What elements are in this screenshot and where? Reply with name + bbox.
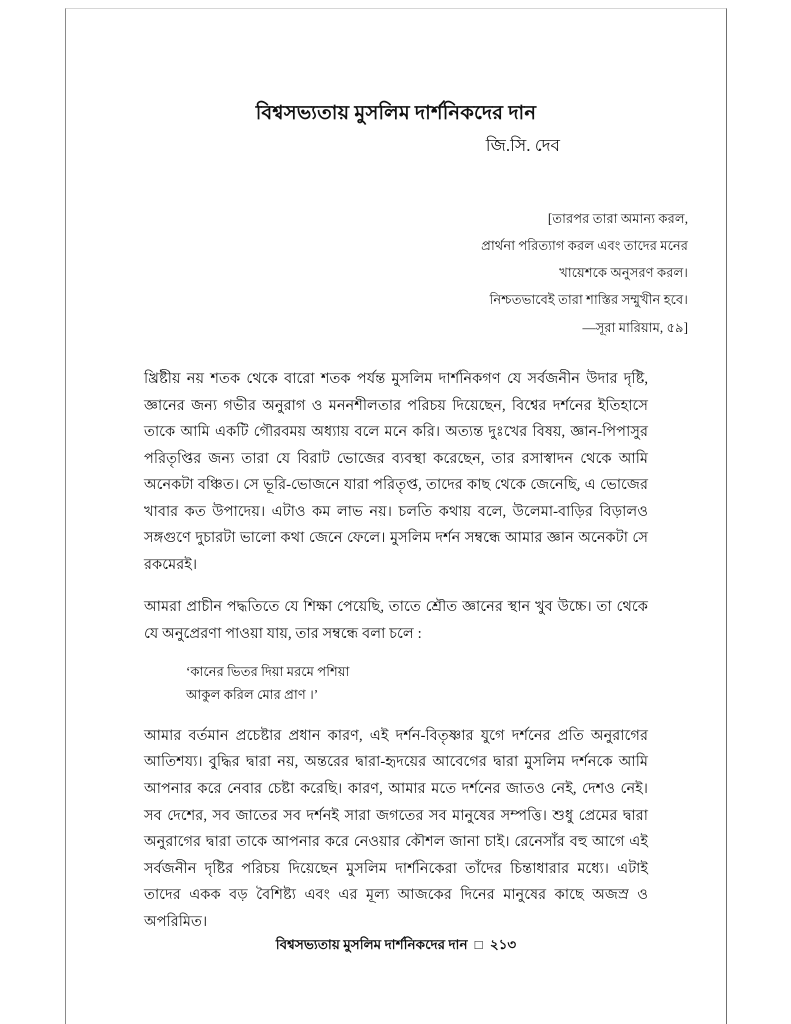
epigraph-line-3: খায়েশকে অনুসরণ করল। [559, 265, 688, 281]
epigraph-line-1: [তারপর তারা অমান্য করল, [547, 211, 688, 227]
epigraph-line-4: নিশ্চতভাবেই তারা শাস্তির সম্মুখীন হবে। [489, 292, 688, 308]
running-footer [144, 935, 648, 957]
epigraph-quote [184, 205, 688, 341]
verse-line-1: ‘কানের ভিতর দিয়া মরমে পশিয়া [186, 664, 350, 680]
epigraph-line-2: প্রার্থনা পরিত্যাগ করল এবং তাদের মনের [481, 238, 688, 254]
paragraph-2: আমরা প্রাচীন পদ্ধতিতে যে শিক্ষা পেয়েছি, তাতে শ্রৌত জ্ঞানের স্থান খুব উচ্চে। তা থেকে যে অনুপ্রেরণা পাওয়া যায়, তার সম্বন্ধে বলা চলে : [144, 599, 648, 642]
footer-separator-icon: □ [474, 937, 483, 952]
page-number: ২১৩ [489, 937, 517, 952]
footer-title: বিশ্বসভ্যতায় মুসলিম দার্শনিকদের দান [275, 937, 468, 952]
paragraph-1: খ্রিষ্টীয় নয় শতক থেকে বারো শতক পর্যন্ত মুসলিম দার্শনিকগণ যে সর্বজনীন উদার দৃষ্টি, জ্ঞানের জন্য গভীর অনুরাগ ও মননশীলতার পরিচয় দিয়েছেন, বিশ্বের দর্শনের ইতিহাসে তাকে আমি একটি গৌরবময় অধ্যায় বলে মনে করি। অত্যন্ত দুঃখের বিষয়, জ্ঞান-পিপাসুর পরিতৃপ্তির জন্য তারা যে বিরাট ভোজের ব্যবস্থা করেছেন, তার রসাস্বাদন থেকে আমি অনেকটা বঞ্চিত। সে ভূরি-ভোজনে যারা পরিতৃপ্ত, তাদের কাছ থেকে জেনেছি, এ ভোজের খাবার কত উপাদেয়। এটাও কম লাভ নয়। চলতি কথায় বলে, উলেমা-বাড়ির বিড়ালও সঙ্গগুণে দুচারটা ভালো কথা জেনে ফেলে। মুসলিম দর্শন সম্বন্ধে আমার জ্ঞান অনেকটা সে রকমেরই। [144, 371, 648, 573]
verse-line-2: আকুল করিল মোর প্রাণ ।’ [186, 687, 319, 703]
paragraph-3: আমার বর্তমান প্রচেষ্টার প্রধান কারণ, এই দর্শন-বিতৃষ্ণার যুগে দর্শনের প্রতি অনুরাগের আতিশয্য। বুদ্ধির দ্বারা নয়, অন্তরের দ্বারা-হৃদয়ের আবেগের দ্বারা মুসলিম দর্শনকে আমি আপনার করে নেবার চেষ্টা করেছি। কারণ, আমার মতে দর্শনের জাতও নেই, দেশও নেই। সব দেশের, সব জাতের সব দর্শনই সারা জগতের সব মানুষের সম্পত্তি। শুধু প্রেমের দ্বারা অনুরাগের দ্বারা তাকে আপনার করে নেওয়ার কৌশল জানা চাই। রেনেসাঁর বহু আগে এই সর্বজনীন দৃষ্টির পরিচয় দিয়েছেন মুসলিম দার্শনিকেরা তাঁদের চিন্তাধারার মধ্যে। এটাই তাদের একক বড় বৈশিষ্ট্য এবং এর মূল্য আজকের দিনের মানুষের কাছে অজস্র ও অপরিমিত। [144, 727, 648, 930]
author-byline: জি.সি. দেব [485, 136, 560, 155]
quoted-verse [144, 661, 648, 706]
body-text-block [144, 366, 648, 951]
page-content-area [144, 0, 688, 1024]
page-title: বিশ্বসভ্যতায় মুসলিম দার্শনিকদের দান [255, 103, 537, 125]
epigraph-source: —সূরা মারিয়াম, ৫৯] [582, 320, 688, 336]
